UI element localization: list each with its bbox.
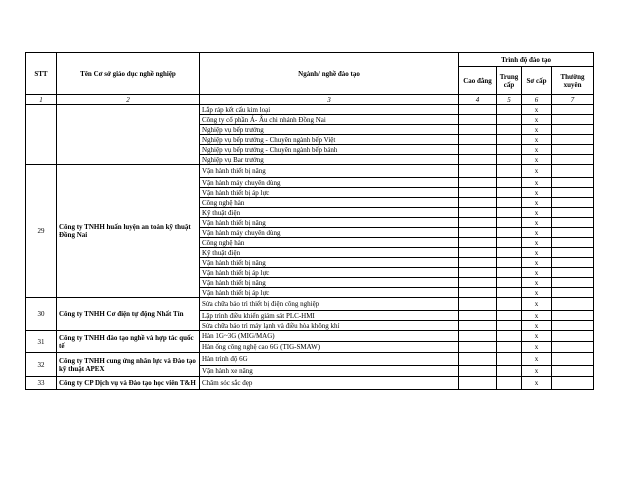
- stt-cell: 32: [26, 353, 57, 377]
- table-row: [26, 353, 594, 366]
- major-cell: Vận hành xe nâng: [200, 366, 459, 377]
- stt-cell: [26, 105, 57, 165]
- stt-cell: 31: [26, 331, 57, 353]
- header-trung-cap: Trung cấp: [497, 67, 522, 95]
- so-cap-mark: x: [522, 353, 552, 366]
- major-cell: Hàn trình độ 6G: [200, 353, 459, 366]
- so-cap-mark: x: [522, 278, 552, 288]
- so-cap-mark: x: [522, 238, 552, 248]
- table-row: [26, 377, 594, 390]
- so-cap-mark: x: [522, 377, 552, 390]
- so-cap-mark: x: [522, 218, 552, 228]
- so-cap-mark: x: [522, 331, 552, 342]
- major-cell: Công ty cổ phần Á- Âu chi nhánh Đồng Nai: [200, 115, 459, 125]
- major-cell: Hàn 1G~3G (MIG/MAG): [200, 331, 459, 342]
- major-cell: Vận hành thiết bị áp lực: [200, 188, 459, 198]
- table-row: [26, 331, 594, 342]
- header-level: Trình độ đào tạo: [459, 53, 594, 67]
- header-major: Ngành/ nghề đào tạo: [200, 53, 459, 95]
- major-cell: Vận hành thiết bị áp lực: [200, 268, 459, 278]
- major-cell: Kỹ thuật điện: [200, 208, 459, 218]
- major-cell: Nghiệp vụ bếp trưởng - Chuyên ngành bếp Việt: [200, 135, 459, 145]
- major-cell: Lập trình điều khiển giám sát PLC-HMI: [200, 311, 459, 321]
- table-row: [26, 165, 594, 178]
- major-cell: Vận hành thiết bị nâng: [200, 258, 459, 268]
- so-cap-mark: x: [522, 198, 552, 208]
- school-name-cell: Công ty TNHH Cơ điện tự động Nhất Tín: [57, 298, 200, 331]
- stt-cell: 33: [26, 377, 57, 390]
- so-cap-mark: x: [522, 125, 552, 135]
- school-cell: [57, 105, 200, 165]
- thuong-xuyen-cell: [552, 105, 594, 115]
- major-cell: Sửa chữa bảo trì máy lạnh và điều hòa không khí: [200, 321, 459, 331]
- header-so-cap: Sơ cấp: [522, 67, 552, 95]
- index-cell: 1: [26, 95, 57, 105]
- so-cap-mark: x: [522, 228, 552, 238]
- major-cell: Vận hành thiết bị áp lực: [200, 288, 459, 298]
- so-cap-mark: x: [522, 342, 552, 353]
- major-cell: Nghiệp vụ bếp trưởng - Chuyên ngành bếp bánh: [200, 145, 459, 155]
- index-cell: 7: [552, 95, 594, 105]
- so-cap-mark: x: [522, 268, 552, 278]
- so-cap-mark: x: [522, 366, 552, 377]
- header-thuong-xuyen: Thường xuyên: [552, 67, 594, 95]
- major-cell: Công nghệ hàn: [200, 198, 459, 208]
- school-name-cell: Công ty TNHH huấn luyện an toàn kỹ thuật Đồng Nai: [57, 165, 200, 298]
- so-cap-mark: x: [522, 115, 552, 125]
- so-cap-mark: x: [522, 298, 552, 311]
- training-table: [25, 52, 594, 390]
- header-cao-dang: Cao đẳng: [459, 67, 497, 95]
- so-cap-mark: x: [522, 135, 552, 145]
- stt-cell: 29: [26, 165, 57, 298]
- major-cell: Công nghệ hàn: [200, 238, 459, 248]
- header-stt: STT: [26, 53, 57, 95]
- so-cap-mark: x: [522, 165, 552, 178]
- header-school: Tên Cơ sở giáo dục nghề nghiệp: [57, 53, 200, 95]
- column-index-row: [26, 95, 594, 105]
- index-cell: 6: [522, 95, 552, 105]
- table-row: [26, 298, 594, 311]
- so-cap-mark: x: [522, 105, 552, 115]
- so-cap-mark: x: [522, 208, 552, 218]
- index-cell: 3: [200, 95, 459, 105]
- major-cell: Vận hành thiết bị nâng: [200, 218, 459, 228]
- major-cell: Vận hành máy chuyên dùng: [200, 228, 459, 238]
- major-cell: Vận hành thiết bị nâng: [200, 278, 459, 288]
- so-cap-mark: x: [522, 248, 552, 258]
- so-cap-mark: x: [522, 178, 552, 188]
- so-cap-mark: x: [522, 258, 552, 268]
- major-cell: Kỹ thuật điện: [200, 248, 459, 258]
- school-name-cell: Công ty CP Dịch vụ và Đào tạo học viên T&H: [57, 377, 200, 390]
- major-cell: Nghiệp vụ bếp trưởng: [200, 125, 459, 135]
- so-cap-mark: x: [522, 155, 552, 165]
- school-name-cell: Công ty TNHH cung ứng nhân lực và Đào tạo kỹ thuật APEX: [57, 353, 200, 377]
- index-cell: 2: [57, 95, 200, 105]
- major-cell: Vận hành thiết bị nâng: [200, 165, 459, 178]
- major-cell: Lắp ráp kết cấu kim loại: [200, 105, 459, 115]
- index-cell: 5: [497, 95, 522, 105]
- so-cap-mark: x: [522, 188, 552, 198]
- major-cell: Hàn ống công nghệ cao 6G (TIG-SMAW): [200, 342, 459, 353]
- trung-cap-cell: [497, 105, 522, 115]
- so-cap-mark: x: [522, 311, 552, 321]
- major-cell: Nghiệp vụ Bar trưởng: [200, 155, 459, 165]
- major-cell: Vận hành máy chuyên dùng: [200, 178, 459, 188]
- so-cap-mark: x: [522, 321, 552, 331]
- major-cell: Sửa chữa bảo trì thiết bị điện công nghiệp: [200, 298, 459, 311]
- stt-cell: 30: [26, 298, 57, 331]
- cao-dang-cell: [459, 105, 497, 115]
- so-cap-mark: x: [522, 145, 552, 155]
- school-name-cell: Công ty TNHH đào tạo nghề và hợp tác quốc tế: [57, 331, 200, 353]
- major-cell: Chăm sóc sắc đẹp: [200, 377, 459, 390]
- so-cap-mark: x: [522, 288, 552, 298]
- index-cell: 4: [459, 95, 497, 105]
- table-row: [26, 105, 594, 115]
